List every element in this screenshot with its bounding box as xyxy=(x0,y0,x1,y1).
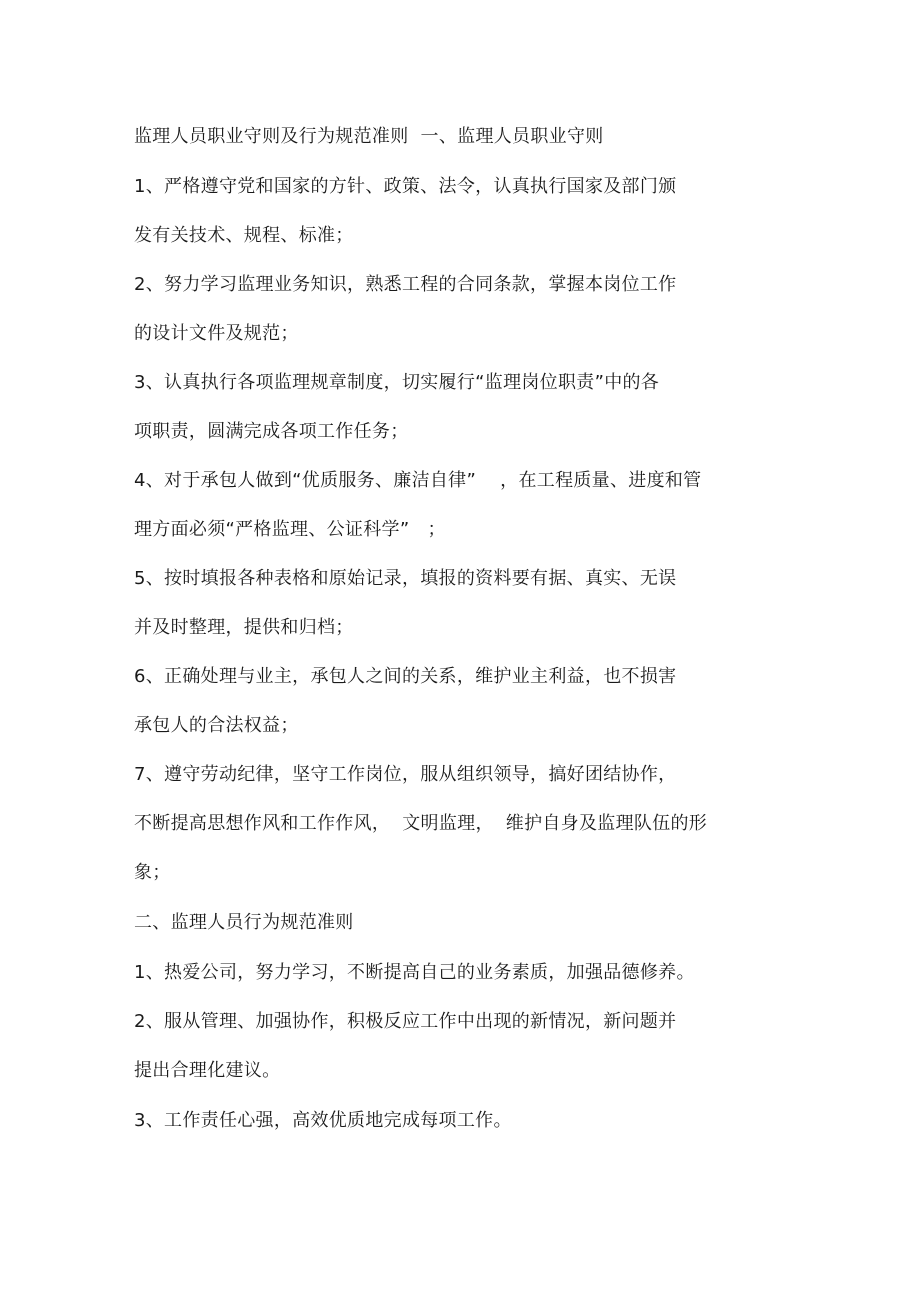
text-line: 3、工作责任心强，高效优质地完成每项工作。 xyxy=(134,1110,512,1131)
text-line: 象； xyxy=(134,862,171,883)
text-line: 不断提高思想作风和工作作风， 文明监理， 维护自身及监理队伍的形 xyxy=(134,813,708,834)
text-line: 1、严格遵守党和国家的方针、政策、法令，认真执行国家及部门颁 xyxy=(134,176,677,197)
text-line: 2、努力学习监理业务知识，熟悉工程的合同条款，掌握本岗位工作 xyxy=(134,274,677,295)
text-line: 并及时整理，提供和归档； xyxy=(134,617,354,638)
text-line: 承包人的合法权益； xyxy=(134,715,299,736)
text-line: 发有关技术、规程、标准； xyxy=(134,225,354,246)
text-line: 1、热爱公司，努力学习，不断提高自己的业务素质，加强品德修养。 xyxy=(134,962,695,983)
section-heading: 二、监理人员行为规范准则 xyxy=(134,912,354,933)
text-line: 项职责，圆满完成各项工作任务； xyxy=(134,421,409,442)
document-title-line: 监理人员职业守则及行为规范准则 一、监理人员职业守则 xyxy=(134,126,604,147)
text-line: 4、对于承包人做到“优质服务、廉洁自律” ，在工程质量、进度和管 xyxy=(134,470,702,491)
text-line: 5、按时填报各种表格和原始记录，填报的资料要有据、真实、无误 xyxy=(134,568,677,589)
text-line: 理方面必须“严格监理、公证科学” ； xyxy=(134,519,446,540)
text-line: 6、正确处理与业主，承包人之间的关系，维护业主利益，也不损害 xyxy=(134,666,677,687)
text-line: 7、遵守劳动纪律，坚守工作岗位，服从组织领导，搞好团结协作， xyxy=(134,764,677,785)
text-line: 提出合理化建议。 xyxy=(134,1060,281,1081)
text-line: 3、认真执行各项监理规章制度，切实履行“监理岗位职责”中的各 xyxy=(134,372,660,393)
text-line: 2、服从管理、加强协作，积极反应工作中出现的新情况，新问题并 xyxy=(134,1011,677,1032)
text-line: 的设计文件及规范； xyxy=(134,323,299,344)
